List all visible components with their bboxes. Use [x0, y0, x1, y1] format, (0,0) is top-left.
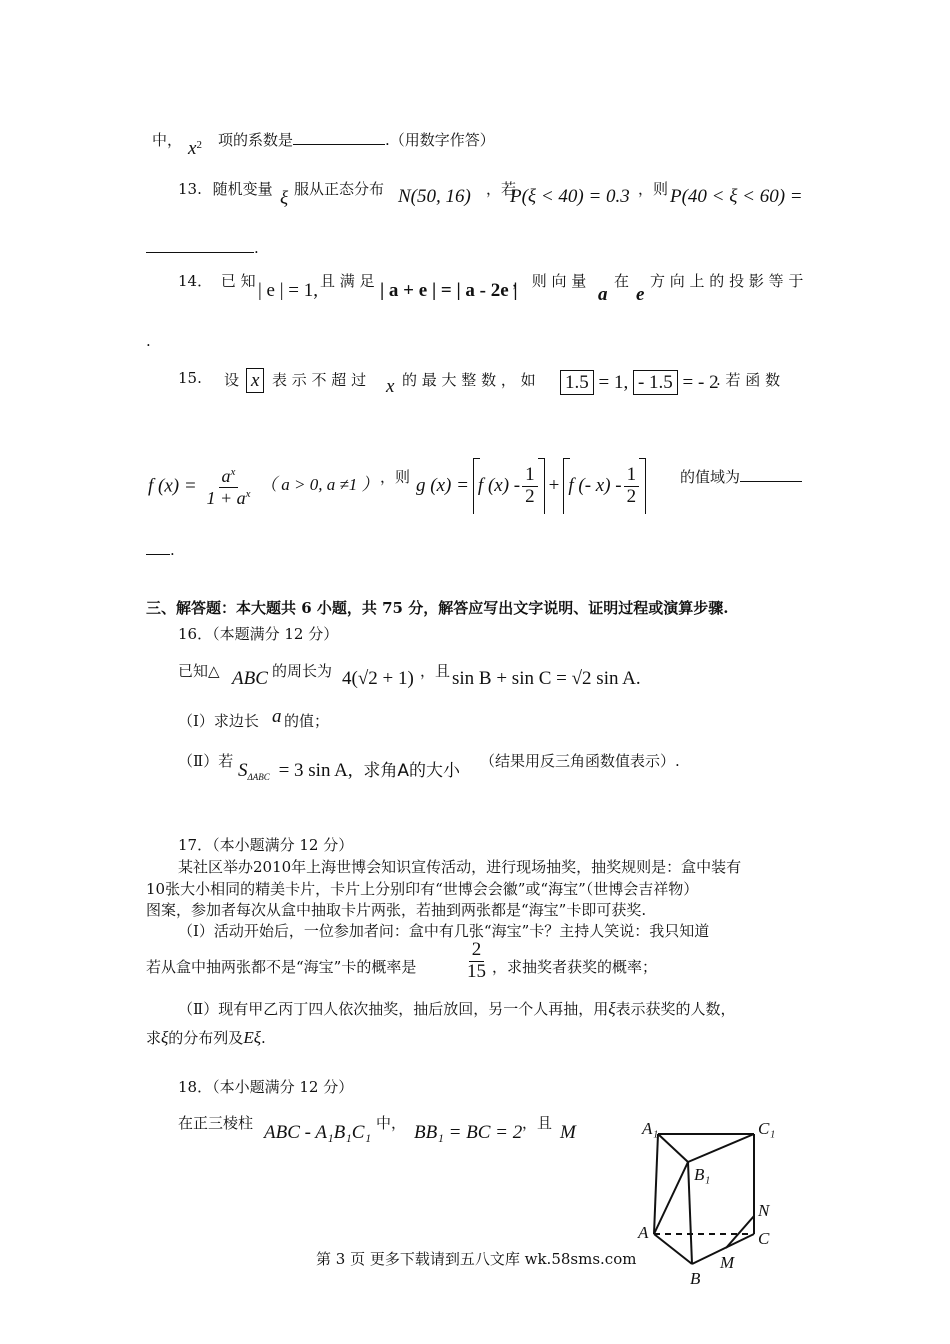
q18-m: M [560, 1122, 576, 1143]
q15-f-num-base: a [221, 466, 231, 486]
edge-mn [726, 1216, 754, 1248]
q17-frac [462, 940, 491, 983]
q15-f-den-base: 1 + a [206, 487, 246, 508]
q12-rest [218, 129, 495, 150]
q17-frac-inner [464, 940, 489, 983]
q14-t3: ， 则 向 量 [512, 272, 587, 290]
q15-half1-num: 1 [522, 465, 538, 487]
q14-t4: 在 [614, 272, 630, 290]
q13-t4: ，则 [638, 180, 669, 198]
q13-t2: 服从正态分布 [294, 180, 385, 198]
q18-prism: ABC - A₁B₁C₁ [264, 1122, 372, 1143]
q12-x: x [188, 138, 197, 159]
q17-l7b: 的分布列及 [168, 1029, 244, 1047]
q17-l5a: 若从盒中抽两张都不是“海宝”卡的概率是 [146, 958, 417, 976]
label-a: A [638, 1223, 649, 1242]
q12-blank [293, 130, 385, 145]
q15-cond [260, 470, 379, 495]
q15-end: . [170, 541, 175, 559]
page-footer: 第 3 页 更多下载请到五八文库 wk.58sms.com [316, 1250, 637, 1268]
q16-p2-eq: = 3 sin A, [278, 760, 353, 781]
q18-head: 18．（本小题满分 12 分） [178, 1078, 354, 1096]
label-a1: A₁ [642, 1119, 659, 1138]
q13-line [178, 178, 273, 199]
q14-num: 14． [178, 272, 213, 290]
q15-num: 15. [178, 369, 202, 387]
section3-title: 三、解答题：本大题共 6 小题，共 75 分，解答应写出文字说明、证明过程或演算步骤. [146, 599, 729, 617]
q15-ex1r: = 1, [598, 372, 629, 393]
q15-half2 [624, 465, 640, 508]
q15-half1 [522, 465, 538, 508]
edge-ab1 [654, 1162, 688, 1234]
edge-b1c1 [688, 1134, 754, 1162]
q16-abc: ABC [232, 668, 268, 689]
q13-p2: P(40 < ξ < 60) = [670, 186, 803, 207]
q15-f-def [148, 466, 255, 509]
q17-xi: ξ [608, 999, 616, 1018]
q15-t1: 设 [224, 371, 240, 389]
q15-f-frac [203, 466, 253, 509]
q17-l5b: ，求抽奖者获奖的概率； [492, 958, 658, 976]
q16-eq-text: sin B + sin C = √2 sin A [452, 668, 636, 689]
edge-a1a [654, 1134, 658, 1234]
q17-xi2: ξ [161, 1028, 169, 1047]
label-n: N [758, 1201, 770, 1220]
q13-xi: ξ [280, 188, 289, 209]
q16-t1: 已知△ [178, 662, 220, 680]
q14-t2: 且 满 足 [320, 272, 375, 290]
q14-t5: 方 向 上 的 投 影 等 于 [650, 272, 804, 290]
q15-x: x [386, 376, 395, 397]
q18-t2: 中， [376, 1114, 407, 1132]
q16-p2-area [238, 756, 460, 782]
q15-g-bracket2 [563, 458, 646, 514]
q15-f-den-exp: x [245, 487, 251, 500]
q16-p2a: （Ⅱ）若 [178, 752, 234, 770]
q15-f-num-exp: x [230, 466, 236, 478]
q13-blank [146, 238, 254, 253]
label-c1: C₁ [758, 1119, 776, 1138]
q16-p1a: （Ⅰ）求边长 [178, 712, 259, 730]
q12-mid: 项的系数是 [218, 131, 294, 149]
q14-e2: | a + e | = | a - 2e | [380, 280, 518, 301]
q15-f-num [219, 466, 239, 488]
q15-ex2r: = - 2 [682, 372, 719, 393]
q15-bracket-x [246, 370, 264, 392]
q17-l7c: . [260, 1029, 266, 1047]
q16-perim: 4(√2 + 1) [342, 668, 414, 689]
q15-g-lhs: g (x) = [416, 475, 469, 496]
q16-p2-S: S [238, 760, 248, 781]
q15-g-in2: f (- x) - [568, 475, 622, 496]
q15-t3: 的 最 大 整 数 ， 如 [402, 371, 536, 389]
q13-dist: N(50, 16) [398, 186, 471, 207]
q18-t3: ，且 [522, 1114, 553, 1132]
q15-ex1: 1.5 [560, 370, 594, 395]
q14-t1: 已 知 [220, 272, 256, 290]
q15-cond-text: （ a > 0, a ≠1 ） [260, 475, 379, 494]
q15-range [680, 466, 802, 487]
q13-p1: P(ξ < 40) = 0.3 [510, 186, 630, 207]
q17-frac-num: 2 [469, 940, 485, 962]
label-b: B [690, 1269, 701, 1288]
label-c: C [758, 1229, 770, 1248]
q15-t4: . 若 函 数 [716, 371, 781, 389]
q15-g-plus: + [548, 475, 560, 496]
q17-l6b: 表示获奖的人数， [615, 1000, 736, 1018]
q17-l3: 图案，参加者每次从盒中抽取卡片两张，若抽到两张都是“海宝”卡即可获奖. [146, 901, 647, 919]
q14-e1 [258, 280, 318, 302]
q15-t2: 表 示 不 超 过 [272, 371, 367, 389]
q17-l6a: （Ⅱ）现有甲乙丙丁四人依次抽奖，抽后放回，另一个人再抽，用 [178, 1000, 609, 1018]
q12-tail [152, 129, 182, 150]
q15-half2-num: 1 [624, 465, 640, 487]
q15-g-def [416, 458, 646, 514]
q15-t6: 的值域为 [680, 468, 741, 486]
q15-answer [146, 540, 175, 559]
q15-ex2: - 1.5 [633, 370, 678, 395]
q16-eq [452, 668, 641, 690]
q15-t5: ，则 [380, 468, 411, 486]
q15-bx: x [246, 368, 264, 393]
edge-a1b1 [658, 1134, 688, 1162]
q17-l7 [146, 1027, 266, 1048]
q12-exp: 2 [196, 139, 202, 151]
q14-a: a [598, 284, 608, 305]
q14-e: e [636, 284, 645, 305]
q16-t3: ，且 [420, 662, 451, 680]
q15-half2-den: 2 [626, 485, 637, 507]
q17-l7a: 求 [146, 1029, 162, 1047]
q17-l6 [178, 998, 736, 1019]
edge-b1b [688, 1162, 692, 1264]
q15-g-in1: f (x) - [477, 475, 521, 496]
q12-x2 [188, 138, 202, 160]
q12-suffix: .（用数字作答） [385, 131, 495, 149]
prism-figure [630, 1118, 790, 1290]
q15-f-den [203, 488, 253, 509]
q16-p2b: 求角A的大小 [363, 761, 461, 781]
q13-end: . [254, 239, 259, 257]
label-b1: B₁ [694, 1165, 711, 1184]
q16-t2: 的周长为 [272, 662, 333, 680]
q15-blank2 [146, 540, 170, 555]
q15-blank [740, 467, 802, 482]
q13-answer [146, 238, 259, 257]
q16-p1b: 的值； [284, 712, 330, 730]
q17-frac-den: 15 [467, 960, 486, 982]
q17-l2: 10张大小相同的精美卡片，卡片上分别印有“世博会会徽”或“海宝”（世博会吉祥物） [146, 880, 699, 898]
q13-num: 13. [178, 180, 202, 198]
q15-g-bracket1 [473, 458, 545, 514]
q17-l1: 某社区举办2010年上海世博会知识宣传活动，进行现场抽奖，抽奖规则是：盒中装有 [178, 858, 742, 876]
q14-end: . [146, 332, 151, 350]
q16-p2c: （结果用反三角函数值表示）. [480, 752, 680, 770]
q13-t1: 随机变量 [212, 180, 273, 198]
q16-p1-a: a [272, 706, 282, 727]
q14-e1-text: | e | = 1, [258, 280, 319, 301]
q14-line [178, 270, 256, 291]
q16-head: 16．（本题满分 12 分） [178, 625, 339, 643]
q13-t3: ，若 [486, 180, 517, 198]
q17-l4: （Ⅰ）活动开始后，一位参加者问：盒中有几张“海宝”卡？主持人笑说：我只知道 [178, 922, 710, 940]
q18-t1: 在正三棱柱 [178, 1114, 254, 1132]
q18-eq: BB₁ = BC = 2 [414, 1122, 523, 1143]
q15-half1-den: 2 [525, 485, 535, 507]
q17-exi: Eξ [243, 1028, 261, 1047]
q16-p2-sub: ΔABC [247, 772, 270, 782]
label-m: M [720, 1253, 735, 1272]
edge-ab [654, 1234, 692, 1264]
q16-end: . [635, 668, 641, 689]
q15-ex [560, 372, 719, 394]
q12-prefix: 中， [152, 131, 183, 149]
q17-head: 17．（本小题满分 12 分） [178, 836, 354, 854]
q15-f-lhs: f (x) = [148, 475, 197, 497]
